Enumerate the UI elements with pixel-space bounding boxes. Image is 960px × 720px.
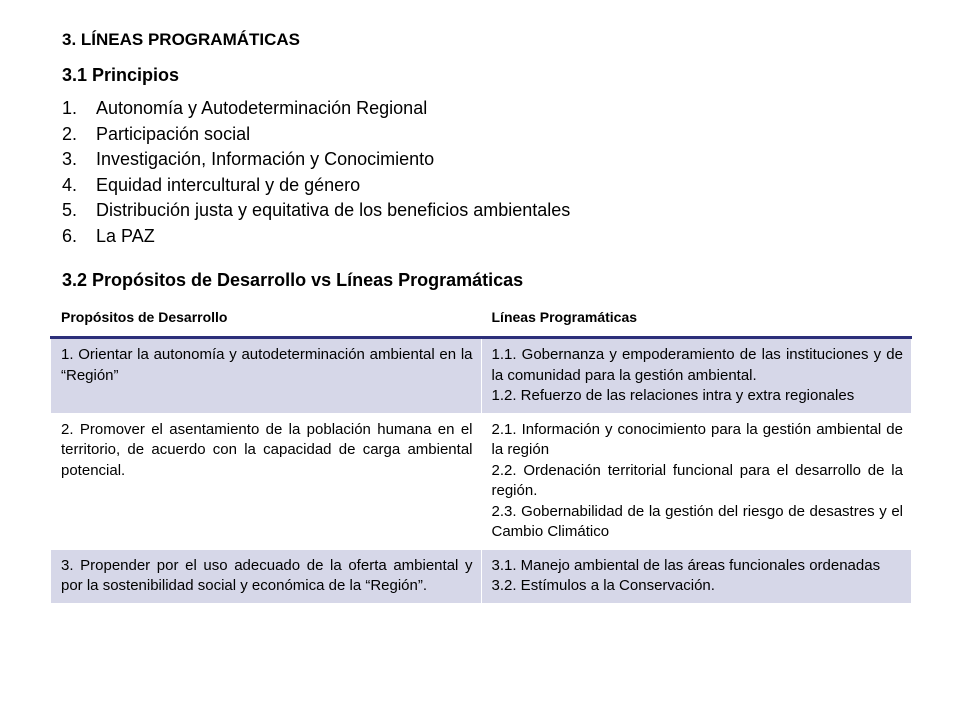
principio-text: Participación social: [96, 123, 251, 144]
principios-title: 3.1 Principios: [62, 65, 180, 85]
principio-text: Autonomía y Autodeterminación Regional: [96, 98, 428, 118]
propositos-table: [50, 297, 912, 604]
principio-number: 4.: [62, 174, 78, 195]
header-lineas: Líneas Programáticas: [481, 298, 912, 338]
lineas-cell: [481, 549, 912, 603]
principio-number: 6.: [62, 225, 78, 246]
principio-item: [62, 122, 570, 148]
linea-item: 2.2. Ordenación territorial funcional para el desarrollo de la región.: [491, 461, 903, 499]
linea-item: 1.2. Refuerzo de las relaciones intra y extra regionales: [491, 387, 855, 404]
table-header-row: [51, 298, 912, 338]
principio-text: Investigación, Información y Conocimiento: [96, 149, 435, 169]
principio-number: 3.: [62, 149, 78, 169]
lineas-cell: [481, 413, 912, 549]
propositos-title: 3.2 Propósitos de Desarrollo vs Líneas Programáticas: [62, 270, 524, 290]
header-propositos: Propósitos de Desarrollo: [51, 298, 482, 338]
principio-item: [62, 96, 570, 122]
principio-item: [62, 147, 570, 173]
table-row: [51, 413, 912, 549]
principio-text: Equidad intercultural y de género: [96, 174, 361, 195]
linea-item: 1.1. Gobernanza y empoderamiento de las instituciones y de la comunidad para la gestión ambiental.: [491, 346, 903, 384]
linea-item: 2.1. Información y conocimiento para la gestión ambiental de la región: [491, 420, 903, 458]
linea-item: 2.3. Gobernabilidad de la gestión del riesgo de desastres y el Cambio Climático: [491, 502, 903, 540]
principio-number: 5.: [62, 200, 78, 220]
table-row: [51, 549, 912, 603]
proposito-cell: 3. Propender por el uso adecuado de la oferta ambiental y por la sostenibilidad social y económica de la “Región”.: [51, 549, 482, 603]
principios-list: [62, 96, 570, 249]
principio-item: [62, 173, 570, 199]
table-row: [51, 338, 912, 414]
section-heading: 3. LÍNEAS PROGRAMÁTICAS: [62, 30, 301, 49]
principio-text: Distribución justa y equitativa de los beneficios ambientales: [96, 200, 571, 220]
principio-item: [62, 198, 570, 224]
linea-item: 3.1. Manejo ambiental de las áreas funcionales ordenadas: [491, 556, 881, 574]
principio-item: [62, 224, 570, 250]
principio-number: 2.: [62, 123, 78, 144]
lineas-cell: [481, 338, 912, 414]
proposito-cell: 1. Orientar la autonomía y autodeterminación ambiental en la “Región”: [51, 338, 482, 414]
principio-number: 1.: [62, 98, 78, 118]
principio-text: La PAZ: [96, 225, 155, 246]
proposito-cell: 2. Promover el asentamiento de la población humana en el territorio, de acuerdo con la capacidad de carga ambiental potencial.: [51, 413, 482, 549]
linea-item: 3.2. Estímulos a la Conservación.: [491, 577, 715, 594]
